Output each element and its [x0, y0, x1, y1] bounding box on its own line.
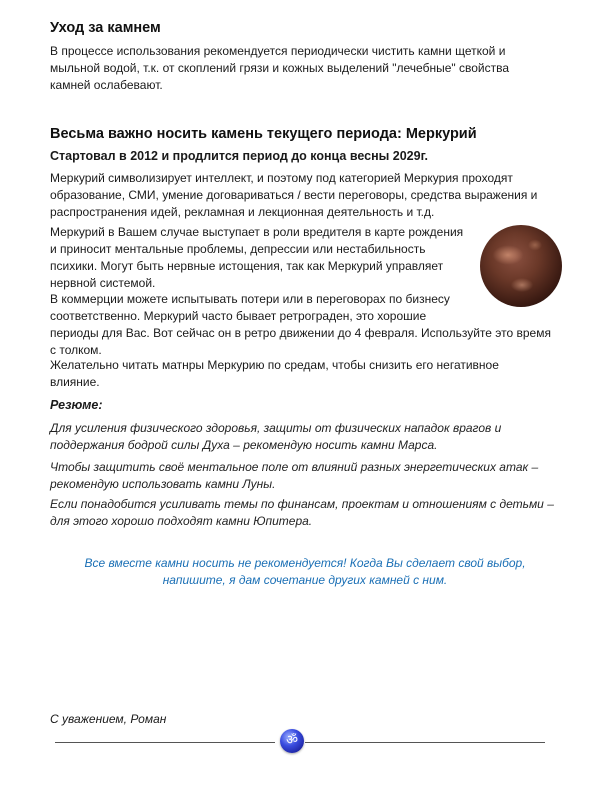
resume-item-jupiter: Если понадобится усиливать темы по финансам, проектам и отношениям с детьми – для этого хорошо подходят камни Юпитера. [50, 497, 554, 528]
recommendation-note: Все вместе камни носить не рекомендуется! Когда Вы сделает свой выбор, напишите, я дам сочетание других камней с ним. [84, 556, 526, 587]
resume-item-mars: Для усиления физического здоровья, защиты от физических нападок врагов и поддержания бодрой силы Духа – рекомендую носить камни Марса. [50, 421, 502, 452]
footer-divider-left [55, 742, 275, 743]
mercury-paragraph-3 [50, 291, 560, 359]
mercury-paragraph-4: Желательно читать матнры Меркурию по средам, чтобы снизить его негативное влияние. [50, 358, 499, 389]
mercury-paragraph-3-line1: В коммерции можете испытывать потери или в переговорах по бизнесу [50, 292, 450, 306]
mercury-paragraph-2: Меркурий в Вашем случае выступает в роли вредителя в карте рождения и приносит ментальные проблемы, депрессии или нестабильность психики. Могут быть нервные истощения, так как Меркурий управляет нервной системой. [50, 225, 464, 290]
mercury-paragraph-1: Меркурий символизирует интеллект, и поэтому под категорией Меркурия проходят образование, СМИ, умение договариваться / вести переговоры, средства выражения и распространения идей, рекламная и лекционная деятельность и т.д. [50, 171, 538, 219]
mercury-paragraph-3-line2: соответственно. Меркурий часто бывает ретрограден, это хорошие [50, 309, 427, 323]
signature: С уважением, Роман [50, 712, 167, 726]
care-title: Уход за камнем [50, 20, 161, 36]
resume-item-moon: Чтобы защитить своё ментальное поле от влияний разных энергетических атак – рекомендую использовать камни Луны. [50, 460, 539, 491]
resume-title: Резюме: [50, 398, 103, 412]
om-icon: ॐ [280, 729, 304, 753]
period-subtitle: Стартовал в 2012 и продлится период до конца весны 2029г. [50, 149, 429, 163]
care-text: В процессе использования рекомендуется периодически чистить камни щеткой и мыльной водой, т.к. от скоплений грязи и кожных выделений "лечебные" свойства камней ослабевают. [50, 44, 510, 92]
mercury-paragraph-3-rest: периоды для Вас. Вот сейчас он в ретро движении до 4 февраля. Используйте это время с толком. [50, 326, 551, 357]
footer-divider-right [305, 742, 545, 743]
mercury-planet-image [480, 225, 562, 307]
period-title: Весьма важно носить камень текущего периода: Меркурий [50, 126, 477, 142]
